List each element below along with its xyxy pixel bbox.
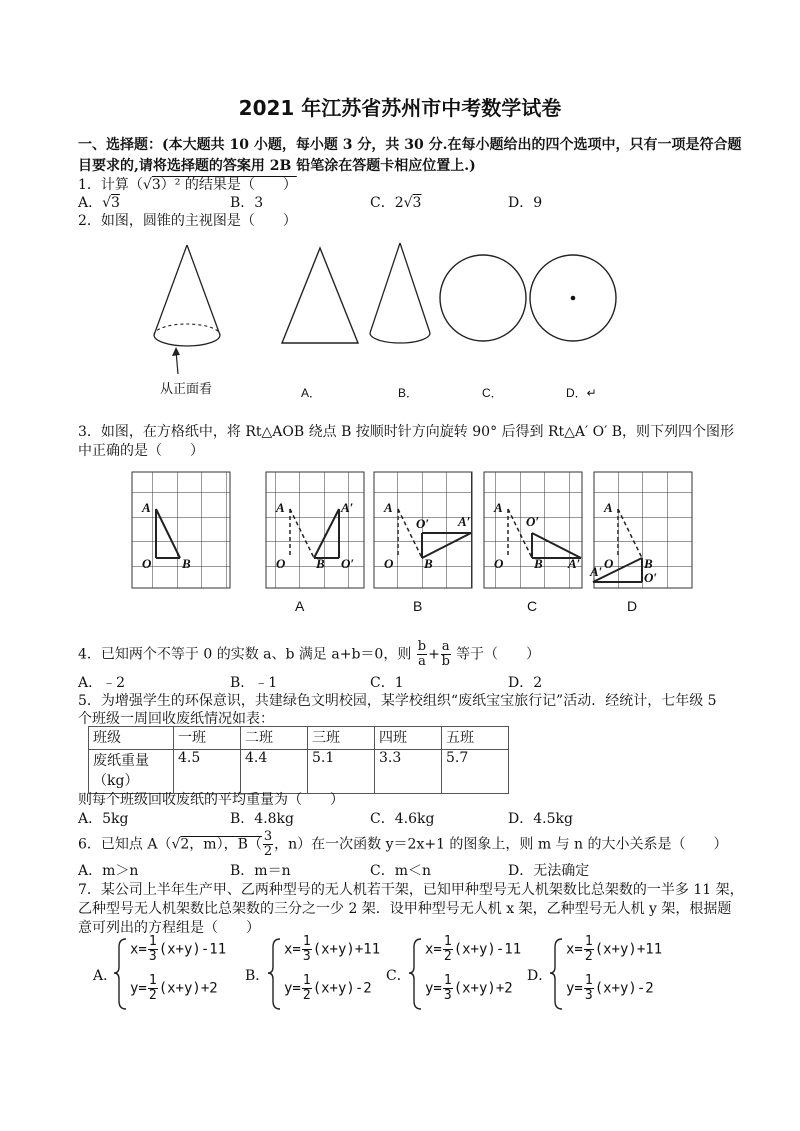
q3-fig-label-a[interactable]: A — [295, 598, 305, 614]
q5-option-b[interactable]: B．4.8kg — [230, 811, 294, 827]
q5-stem-line1: 5．为增强学生的环保意识，共建绿色文明校园，某学校组织“废纸宝宝旅行记”活动．经统计，七年级 5 — [78, 693, 717, 709]
svg-text:A′: A′ — [590, 564, 603, 579]
svg-text:O: O — [142, 556, 152, 571]
eq-lhs: y= — [130, 980, 147, 997]
q7-stem-line2: 乙种型号无人机架数比总架数的三分之一少 2 架．设甲种型号无人机 x 架，乙种型号无人机 y 架，根据题 — [78, 901, 732, 917]
eq-fraction — [302, 935, 312, 964]
q6-option-b[interactable]: B．m＝n — [230, 863, 291, 879]
q6-stem-part3: ，n）在一次函数 y＝2x+1 的图象上，则 m 与 n 的大小关系是（ ） — [274, 836, 728, 853]
sqrt-symbol: √ — [102, 195, 112, 211]
q7-option-a-label[interactable]: A． — [93, 968, 118, 984]
q6-stem-part2: 2，m），B（ — [180, 836, 262, 853]
sqrt-symbol: √ — [171, 836, 181, 853]
svg-text:A′: A′ — [458, 514, 471, 529]
svg-text:B: B — [424, 556, 433, 571]
q1-option-c-label: C．2 — [370, 195, 404, 211]
q2-label-c[interactable]: C． — [482, 386, 503, 400]
svg-text:O: O — [494, 556, 504, 571]
table-header-cell: 四班 — [375, 727, 442, 750]
frac-num: b — [417, 639, 427, 654]
table-row-label — [89, 750, 174, 794]
frac-num: 1 — [302, 973, 311, 988]
equation-line — [425, 935, 521, 964]
q3-grid-figures — [128, 468, 698, 593]
equation-line — [130, 974, 226, 1003]
label-a: A — [142, 500, 151, 515]
q4-fraction-b-over-a — [417, 640, 427, 669]
q6-option-c[interactable]: C．m＜n — [370, 863, 432, 879]
eq-rhs: (x+y)+11 — [594, 941, 663, 958]
frac-num: 1 — [443, 934, 452, 949]
eq-rhs: (x+y)+11 — [312, 941, 381, 958]
frac-num: a — [441, 639, 450, 654]
section-header-line1: 一、选择题：(本大题共 10 小题，每小题 3 分，共 30 分.在每小题给出的四个选项中，只有一项是符合题 — [78, 137, 742, 153]
option-d-center-dot — [571, 296, 576, 301]
frac-num: 1 — [443, 973, 452, 988]
q7-option-c-label[interactable]: C． — [386, 968, 411, 984]
q5-stem-line2: 个班级一周回收废纸情况如表： — [78, 711, 274, 727]
q5-option-d[interactable]: D．4.5kg — [508, 811, 573, 827]
svg-text:O′: O′ — [526, 514, 540, 529]
table-header-cell: 一班 — [174, 727, 241, 750]
equation-line — [566, 974, 662, 1003]
eq-fraction — [302, 974, 312, 1003]
eq-fraction — [584, 974, 594, 1003]
q1-stem-suffix: 3）² 的结果是（ ） — [151, 177, 297, 193]
table-header-cell: 三班 — [308, 727, 375, 750]
frac-den: 3 — [148, 949, 157, 964]
frac-num: 1 — [148, 934, 157, 949]
q5-option-a[interactable]: A．5kg — [78, 811, 129, 827]
frac-den: 3 — [584, 988, 593, 1003]
frac-den: 2 — [263, 844, 273, 859]
section-header-line2: 目要求的,请将选择题的答案用 2B 铅笔涂在答题卡相应位置上.) — [78, 158, 476, 174]
frac-den: 2 — [584, 949, 593, 964]
q2-label-d[interactable]: D．↵ — [566, 386, 597, 400]
q3-fig-label-d[interactable]: D — [627, 598, 638, 614]
q1-option-a[interactable] — [78, 192, 120, 212]
q2-view-label: 从正面看 — [160, 381, 213, 396]
q3-stem-line1: 3．如图，在方格纸中，将 Rt△AOB 绕点 B 按顺时针方向旋转 90° 后得到 Rt△A′ O′ B，则下列四个图形 — [78, 424, 735, 440]
q4-option-d[interactable]: D．2 — [508, 675, 543, 691]
equation-line — [284, 935, 380, 964]
svg-text:A: A — [494, 500, 503, 515]
svg-text:A: A — [604, 500, 613, 515]
q1-stem-prefix: 1．计算（ — [78, 177, 143, 193]
svg-text:O′: O′ — [644, 570, 658, 585]
frac-den: 2 — [302, 988, 311, 1003]
q2-label-b[interactable]: B． — [398, 386, 419, 400]
table-header-row — [89, 727, 509, 750]
q3-fig-label-b[interactable]: B — [413, 598, 423, 614]
eq-rhs: (x+y)-11 — [453, 941, 522, 958]
frac-den: a — [418, 654, 426, 669]
eq-lhs: y= — [566, 980, 583, 997]
q1-option-c[interactable] — [370, 192, 421, 212]
eq-fraction — [148, 935, 158, 964]
svg-text:O: O — [604, 556, 614, 571]
q1-option-c-value: 3 — [412, 195, 422, 211]
q3-stem-line2: 中正确的是（ ） — [78, 443, 204, 459]
svg-text:B: B — [316, 556, 325, 571]
q1-option-b[interactable]: B．3 — [230, 195, 264, 211]
q7-option-d-system — [566, 935, 662, 1003]
q4-option-a[interactable]: A．﹣2 — [78, 675, 126, 691]
eq-lhs: x= — [284, 941, 301, 958]
q6-option-a[interactable]: A．m＞n — [78, 863, 139, 879]
table-cell: 4.4 — [241, 750, 308, 794]
eq-rhs: (x+y)+2 — [158, 980, 218, 997]
q1-option-d[interactable]: D．9 — [508, 195, 543, 211]
q4-option-c[interactable]: C．1 — [370, 675, 404, 691]
q4-stem — [78, 640, 540, 669]
row-label-line2: （kg） — [93, 773, 139, 789]
q7-option-b-label[interactable]: B． — [245, 968, 270, 984]
svg-text:A: A — [276, 500, 285, 515]
table-cell: 5.1 — [308, 750, 375, 794]
q6-fraction — [263, 830, 273, 859]
q5-waste-table — [88, 726, 509, 794]
frac-den: b — [441, 654, 450, 669]
equation-line — [130, 935, 226, 964]
q7-stem-line3: 意可列出的方程组是（ ） — [78, 920, 260, 936]
q4-stem-suffix: 等于（ ） — [456, 646, 541, 663]
eq-lhs: y= — [425, 980, 442, 997]
table-header-cell: 二班 — [241, 727, 308, 750]
row-label-line1: 废纸重量 — [93, 753, 149, 769]
q7-option-d-label[interactable]: D． — [527, 968, 553, 984]
table-header-cell: 班级 — [89, 727, 174, 750]
eq-fraction — [443, 974, 453, 1003]
frac-num: 3 — [263, 829, 273, 844]
cone-3d-figure — [154, 245, 220, 374]
q7-option-a-system — [130, 935, 226, 1003]
frac-den: 3 — [443, 988, 452, 1003]
svg-text:B: B — [644, 556, 653, 571]
q7-option-c-system — [425, 935, 521, 1003]
q5-question: 则每个班级回收废纸的平均重量为（ ） — [78, 792, 344, 808]
option-a-triangle — [282, 248, 358, 343]
frac-num: 1 — [584, 973, 593, 988]
svg-text:B: B — [534, 556, 543, 571]
frac-num: 1 — [584, 934, 593, 949]
sqrt-symbol: √ — [403, 195, 413, 211]
q1-option-a-label: A． — [78, 195, 103, 211]
q4-option-b[interactable]: B．﹣1 — [230, 675, 278, 691]
q4-stem-prefix: 4．已知两个不等于 0 的实数 a、b 满足 a+b＝0，则 — [78, 646, 412, 663]
table-cell: 3.3 — [375, 750, 442, 794]
equation-line — [566, 935, 662, 964]
svg-text:A′: A′ — [568, 556, 581, 571]
page-title: 2021 年江苏省苏州市中考数学试卷 — [238, 96, 562, 120]
eq-lhs: x= — [566, 941, 583, 958]
q7-option-b-system — [284, 935, 380, 1003]
sqrt-symbol: √ — [142, 177, 152, 193]
option-c-circle — [440, 255, 526, 341]
option-b-cone — [370, 243, 430, 343]
eq-lhs: x= — [130, 941, 147, 958]
svg-text:A: A — [384, 500, 393, 515]
eq-fraction — [443, 935, 453, 964]
eq-rhs: (x+y)-2 — [312, 980, 372, 997]
q6-stem — [78, 830, 728, 859]
q6-option-d[interactable]: D．无法确定 — [508, 863, 590, 879]
equation-line — [425, 974, 521, 1003]
table-row — [89, 750, 509, 794]
table-cell: 4.5 — [174, 750, 241, 794]
frac-den: 3 — [302, 949, 311, 964]
frac-den: 2 — [443, 949, 452, 964]
svg-text:O: O — [384, 556, 394, 571]
q2-stem: 2．如图，圆锥的主视图是（ ） — [78, 213, 297, 229]
eq-fraction — [584, 935, 594, 964]
plus-sign: + — [428, 646, 440, 663]
q4-fraction-a-over-b — [441, 640, 451, 669]
q2-cone-figures — [130, 235, 690, 405]
frac-num: 1 — [302, 934, 311, 949]
svg-text:O′: O′ — [341, 556, 355, 571]
frac-num: 1 — [148, 973, 157, 988]
q7-stem-line1: 7．某公司上半年生产甲、乙两种型号的无人机若干架，已知甲种型号无人机架数比总架数的一半多 11 架， — [78, 882, 744, 898]
eq-lhs: y= — [284, 980, 301, 997]
eq-rhs: (x+y)-2 — [594, 980, 654, 997]
eq-lhs: x= — [425, 941, 442, 958]
q2-label-a[interactable]: A． — [301, 386, 322, 400]
equation-line — [284, 974, 380, 1003]
eq-fraction — [148, 974, 158, 1003]
q5-option-c[interactable]: C．4.6kg — [370, 811, 435, 827]
svg-text:A′: A′ — [341, 500, 354, 515]
table-cell: 5.7 — [442, 750, 509, 794]
eq-rhs: (x+y)-11 — [158, 941, 227, 958]
svg-text:O′: O′ — [416, 516, 430, 531]
eq-rhs: (x+y)+2 — [453, 980, 513, 997]
q6-stem-part1: 6．已知点 A（ — [78, 836, 172, 853]
q3-fig-label-c[interactable]: C — [527, 598, 538, 614]
table-header-cell: 五班 — [442, 727, 509, 750]
q1-stem — [78, 174, 297, 194]
q1-option-a-value: 3 — [111, 195, 120, 211]
svg-text:O: O — [276, 556, 286, 571]
frac-den: 2 — [148, 988, 157, 1003]
svg-text:B: B — [182, 556, 191, 571]
